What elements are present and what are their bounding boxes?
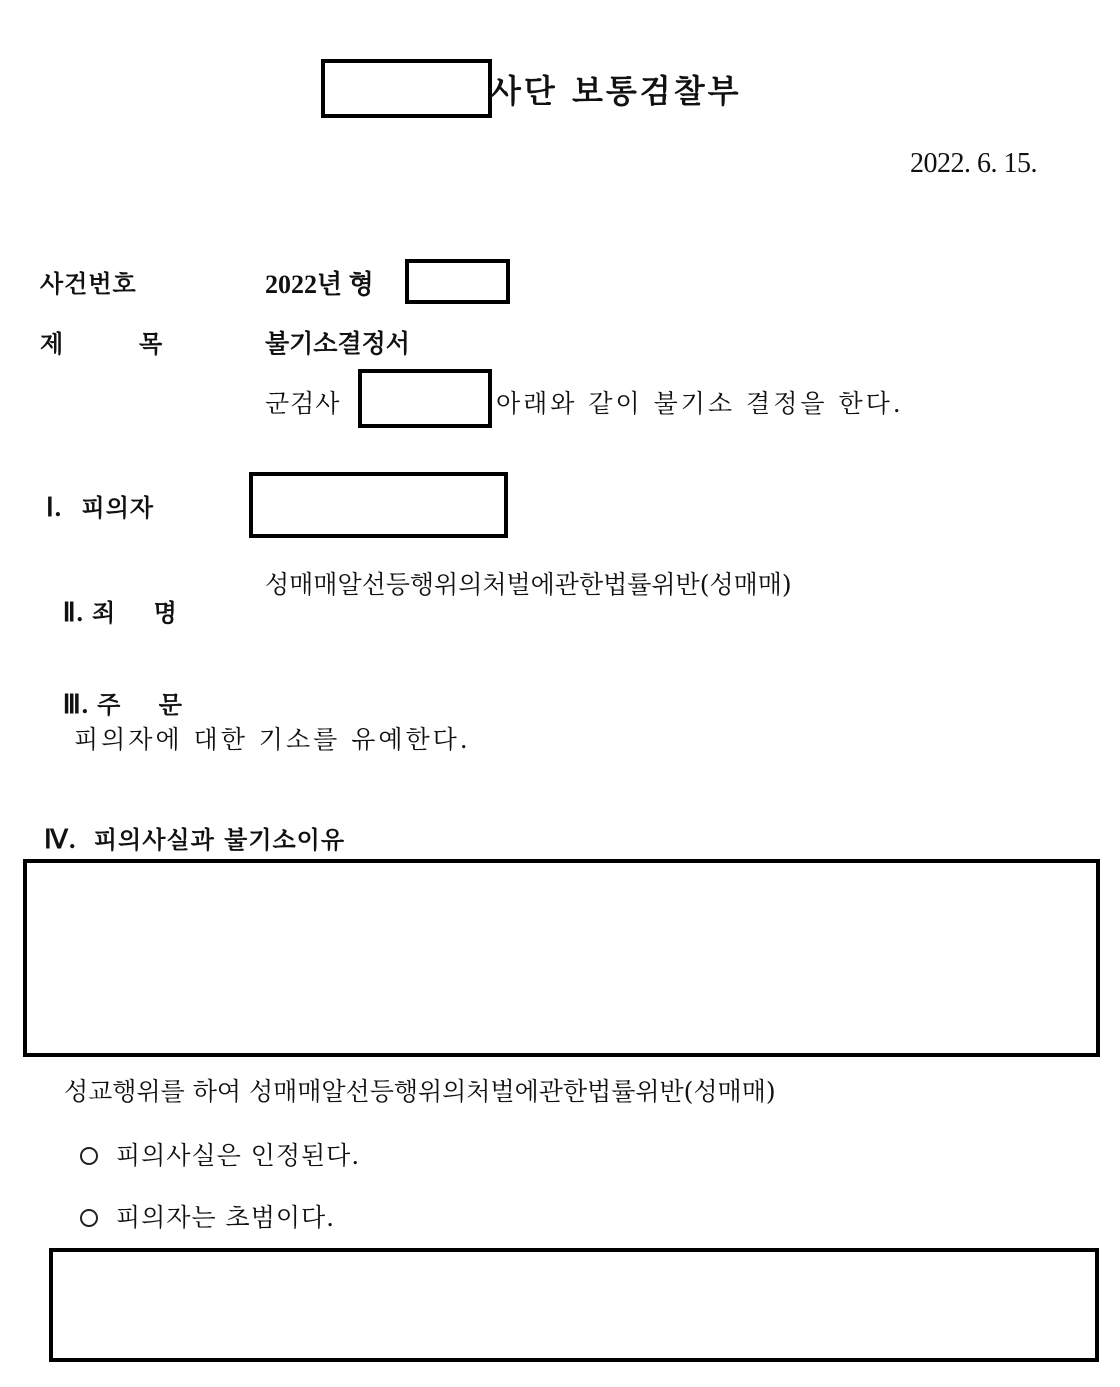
- section-label: 주 문: [97, 690, 183, 719]
- subject-value: 불기소결정서: [265, 329, 410, 358]
- disposition-value: 피의자에 대한 기소를 유예한다.: [74, 725, 471, 754]
- section-numeral: Ⅱ.: [62, 598, 85, 627]
- redacted-prosecutor-name: [358, 369, 492, 428]
- section-reasons-heading: [44, 820, 345, 855]
- circle-bullet-icon: [80, 1147, 98, 1165]
- section-label: 피의사실과 불기소이유: [93, 825, 346, 854]
- subject-label: 제 목: [40, 329, 164, 358]
- section-charge-heading: [44, 564, 178, 628]
- section-label: 피의자: [81, 493, 155, 522]
- bullet-item: [80, 1136, 360, 1172]
- redacted-case-number: [405, 259, 510, 304]
- document-title: 사단 보통검찰부: [490, 72, 742, 110]
- section-numeral: Ⅰ.: [46, 493, 63, 522]
- redacted-reasons-block: [49, 1248, 1099, 1362]
- case-number-value: 2022년 형: [265, 270, 374, 299]
- section-numeral: Ⅳ.: [44, 825, 77, 854]
- redacted-suspect-name: [249, 472, 508, 538]
- section-suspect-heading: [46, 488, 154, 523]
- case-number-label: 사건번호: [40, 269, 137, 298]
- section-disposition-heading: [44, 656, 183, 720]
- redacted-unit-name: [321, 59, 492, 118]
- redacted-facts-block: [23, 859, 1100, 1057]
- circle-bullet-icon: [80, 1209, 98, 1227]
- bullet-item: [80, 1198, 335, 1234]
- prosecutor-prefix: 군검사: [265, 389, 341, 418]
- prosecutor-suffix: 아래와 같이 불기소 결정을 한다.: [496, 389, 904, 418]
- facts-continuation: 성교행위를 하여 성매매알선등행위의처벌에관한법률위반(성매매): [64, 1077, 776, 1106]
- bullet-text: 피의자는 초범이다.: [116, 1203, 336, 1232]
- section-numeral: Ⅲ.: [62, 690, 90, 719]
- bullet-text: 피의사실은 인정된다.: [116, 1141, 361, 1170]
- charge-value: 성매매알선등행위의처벌에관한법률위반(성매매): [265, 570, 792, 599]
- document-date: 2022. 6. 15.: [910, 148, 1037, 179]
- section-label: 죄 명: [92, 598, 178, 627]
